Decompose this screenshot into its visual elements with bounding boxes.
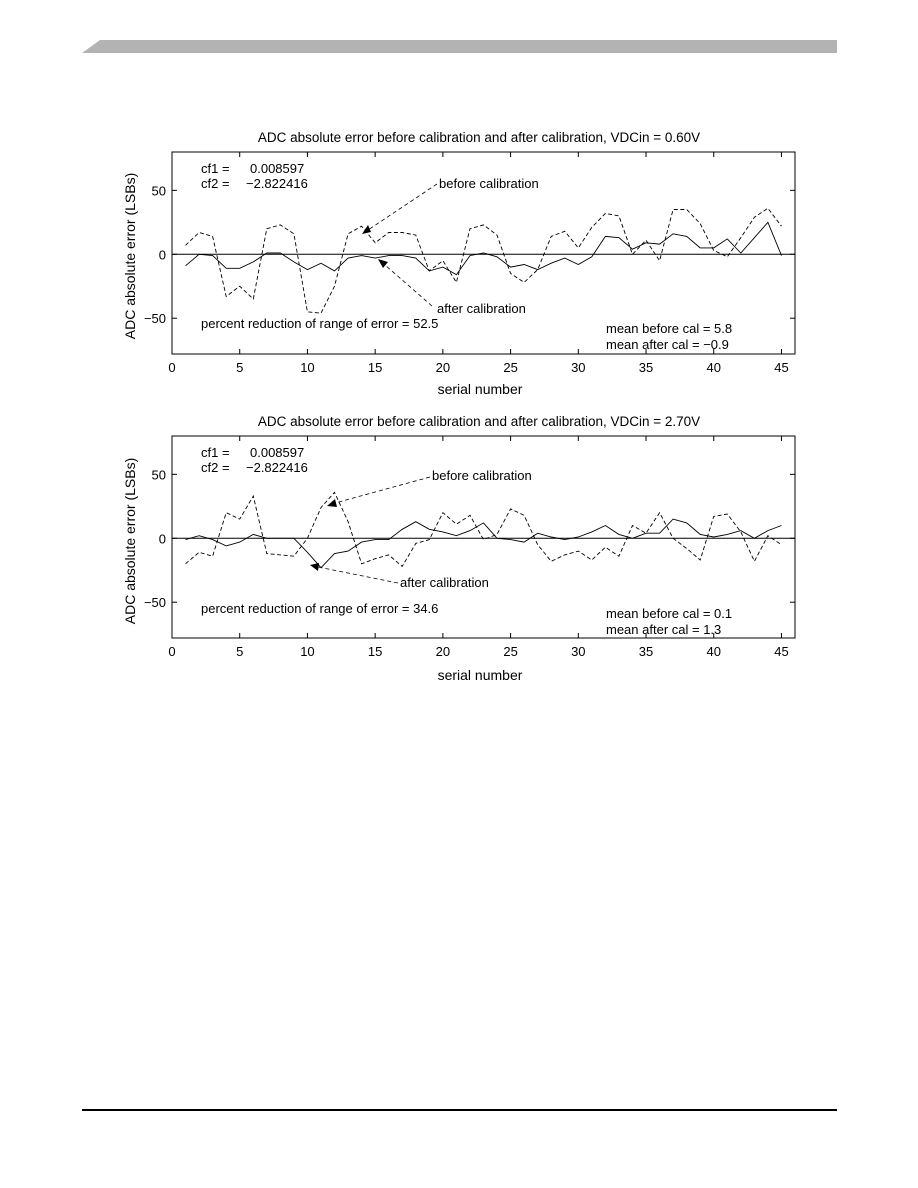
reduction-text: percent reduction of range of error = 52.5 <box>201 316 439 331</box>
chart-title: ADC absolute error before calibration and after calibration, VDCin = 0.60V <box>257 130 701 145</box>
x-axis-label: serial number <box>437 381 523 397</box>
mean-after-text: mean after cal = −0.9 <box>606 337 729 352</box>
before-arrow <box>327 477 430 507</box>
x-axis-label: serial number <box>437 667 523 683</box>
cf2-label: cf2 = <box>201 176 230 191</box>
y-axis-label: ADC absolute error (LSBs) <box>122 457 138 625</box>
mean-after-text: mean after cal = 1.3 <box>606 622 722 637</box>
x-tick-label: 45 <box>774 644 789 659</box>
mean-before-text: mean before cal = 5.8 <box>606 321 733 336</box>
cf1-value: 0.008597 <box>250 445 305 460</box>
series-line-after-calibration <box>186 222 782 274</box>
x-tick-label: 0 <box>168 360 176 375</box>
cf2-value: −2.822416 <box>246 460 308 475</box>
x-tick-label: 10 <box>300 644 315 659</box>
series-line-after-calibration <box>186 519 782 568</box>
header-bar <box>0 0 918 60</box>
before-arrow <box>362 184 437 234</box>
x-tick-label: 20 <box>435 644 451 659</box>
x-tick-label: 15 <box>367 644 383 659</box>
x-tick-label: 45 <box>774 360 789 375</box>
x-tick-label: 5 <box>236 360 244 375</box>
after-calibration-label: after calibration <box>400 575 489 590</box>
x-tick-label: 25 <box>503 644 518 659</box>
series-line-before-calibration <box>186 492 782 566</box>
footer-rule <box>82 1109 837 1111</box>
before-calibration-label: before calibration <box>439 176 539 191</box>
x-tick-label: 30 <box>571 360 586 375</box>
chart-vdcin-270 <box>0 406 918 696</box>
cf1-value: 0.008597 <box>250 161 305 176</box>
reduction-text: percent reduction of range of error = 34.6 <box>201 601 439 616</box>
x-tick-label: 30 <box>571 644 586 659</box>
cf1-label: cf1 = <box>201 445 230 460</box>
x-tick-label: 40 <box>706 644 721 659</box>
y-axis-label: ADC absolute error (LSBs) <box>122 172 138 340</box>
y-tick-label: 50 <box>151 183 166 199</box>
y-tick-label: −50 <box>143 595 166 611</box>
x-tick-label: 20 <box>435 360 451 375</box>
after-calibration-label: after calibration <box>437 301 526 316</box>
x-tick-label: 40 <box>706 360 721 375</box>
y-tick-label: 50 <box>151 467 166 483</box>
x-tick-label: 0 <box>168 644 176 659</box>
x-tick-label: 5 <box>236 644 244 659</box>
series-line-before-calibration <box>186 208 782 313</box>
before-calibration-label: before calibration <box>432 468 532 483</box>
x-tick-label: 10 <box>300 360 315 375</box>
y-tick-label: −50 <box>143 311 166 327</box>
cf1-label: cf1 = <box>201 161 230 176</box>
x-tick-label: 15 <box>367 360 383 375</box>
x-tick-label: 35 <box>638 644 654 659</box>
y-tick-label: 0 <box>158 531 166 547</box>
y-tick-label: 0 <box>158 247 166 263</box>
chart-title: ADC absolute error before calibration and after calibration, VDCin = 2.70V <box>257 414 701 429</box>
cf2-value: −2.822416 <box>246 176 308 191</box>
chart-vdcin-060 <box>0 122 918 412</box>
header-bar-shape <box>82 40 837 53</box>
x-tick-label: 25 <box>503 360 518 375</box>
mean-before-text: mean before cal = 0.1 <box>606 606 733 621</box>
x-tick-label: 35 <box>638 360 654 375</box>
cf2-label: cf2 = <box>201 460 230 475</box>
